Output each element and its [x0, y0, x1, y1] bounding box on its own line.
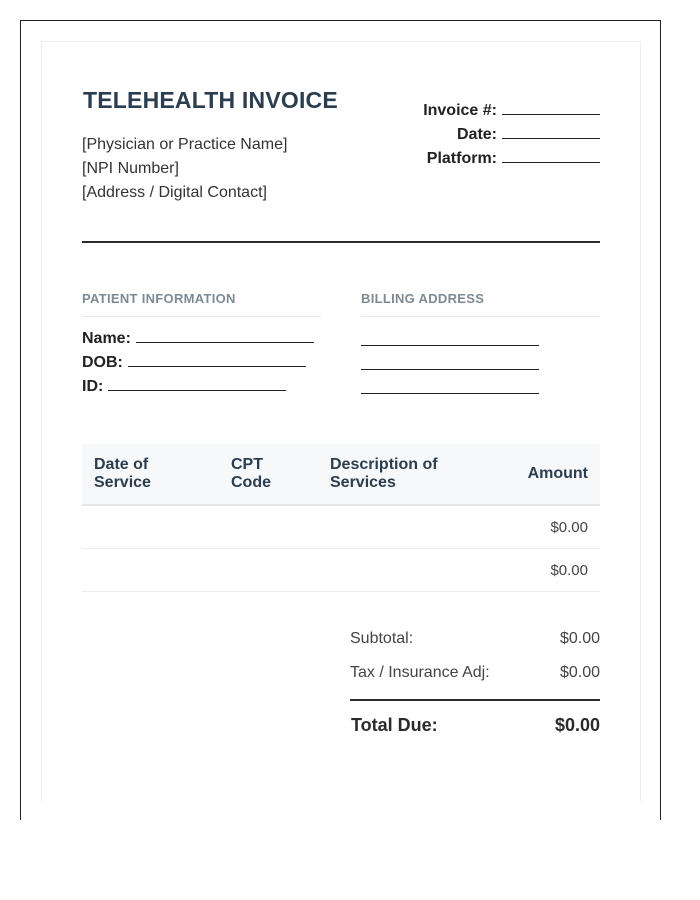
row-amount: $0.00 [550, 519, 588, 536]
table-header [82, 444, 600, 506]
patient-name-line[interactable] [136, 328, 314, 343]
table-row[interactable] [82, 506, 600, 549]
table-row[interactable] [82, 549, 600, 592]
header-amount: Amount [527, 465, 588, 482]
practice-name: [Physician or Practice Name] [82, 136, 288, 153]
tax-label: Tax / Insurance Adj: [350, 664, 490, 681]
patient-name-label: Name: [82, 330, 131, 347]
row-amount: $0.00 [550, 562, 588, 579]
total-due-label: Total Due: [351, 715, 438, 735]
invoice-date-field[interactable] [457, 124, 600, 144]
patient-name-field[interactable] [82, 328, 314, 348]
services-table [82, 444, 600, 592]
invoice-date-label: Date: [456, 126, 497, 143]
practice-address: [Address / Digital Contact] [82, 184, 267, 201]
patient-info-heading: PATIENT INFORMATION [82, 291, 321, 317]
header-date-of-service: Date of Service [94, 456, 151, 491]
invoice-title: TELEHEALTH INVOICE [83, 87, 338, 113]
total-divider [350, 699, 600, 701]
header-description: Description of Services [330, 456, 438, 491]
billing-address-line-2[interactable] [361, 369, 539, 370]
patient-id-line[interactable] [108, 376, 286, 391]
practice-npi: [NPI Number] [82, 160, 179, 177]
patient-dob-field[interactable] [82, 352, 306, 372]
platform-field[interactable] [427, 148, 600, 168]
invoice-number-field[interactable] [423, 100, 600, 120]
platform-label: Platform: [426, 150, 497, 167]
invoice-number-label: Invoice #: [423, 102, 497, 119]
tax-value: $0.00 [559, 664, 600, 681]
patient-id-field[interactable] [82, 376, 286, 396]
billing-address-line-1[interactable] [361, 345, 539, 346]
invoice-date-line[interactable] [502, 124, 600, 139]
header-cpt-code: CPT Code [231, 456, 271, 491]
subtotal-label: Subtotal: [350, 630, 414, 647]
billing-address-line-3[interactable] [361, 393, 539, 394]
billing-address-heading: BILLING ADDRESS [361, 291, 600, 317]
invoice-number-line[interactable] [502, 100, 600, 115]
header-divider [82, 241, 600, 243]
subtotal-value: $0.00 [559, 630, 600, 647]
total-due-value: $0.00 [554, 715, 600, 735]
patient-dob-line[interactable] [128, 352, 306, 367]
platform-line[interactable] [502, 148, 600, 163]
patient-id-label: ID: [82, 378, 104, 395]
patient-dob-label: DOB: [82, 354, 123, 371]
